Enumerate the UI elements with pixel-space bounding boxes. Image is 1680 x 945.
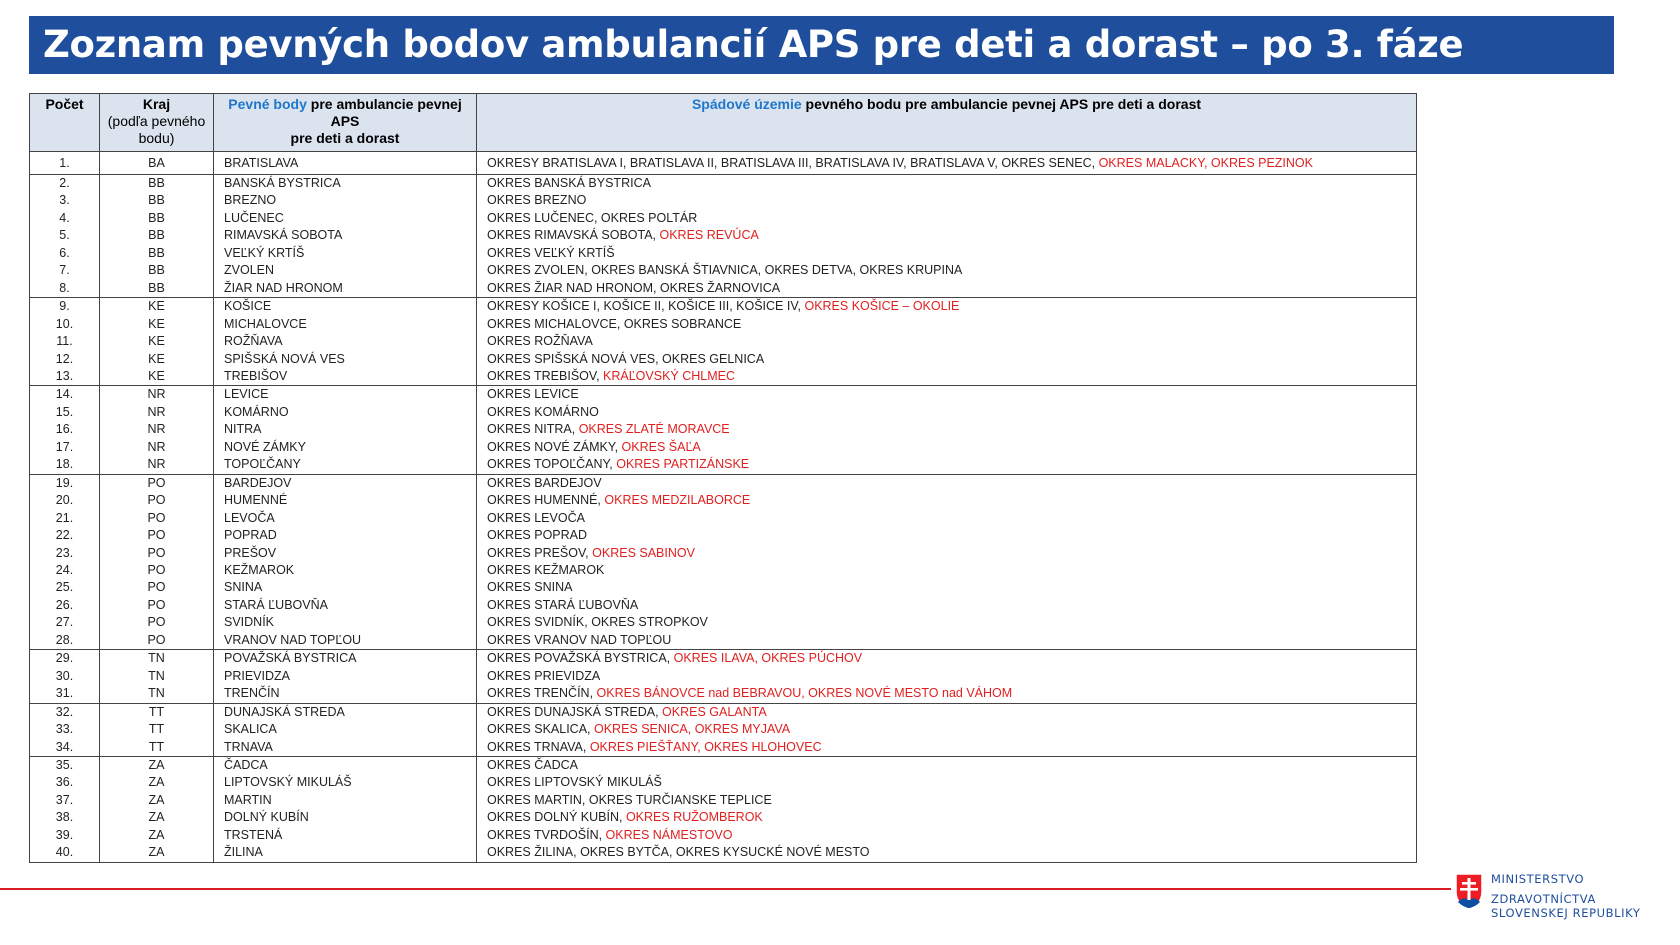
table-row (30, 227, 1417, 244)
row-kraj: KE (100, 298, 214, 316)
row-spadove-uzemie (477, 510, 1417, 527)
row-kraj: TT (100, 721, 214, 738)
row-pevny-bod: ROŽŇAVA (214, 333, 477, 350)
table-row (30, 351, 1417, 368)
row-pevny-bod: POVAŽSKÁ BYSTRICA (214, 650, 477, 668)
row-spadove-uzemie (477, 650, 1417, 668)
uzemie-segment: OKRESY BRATISLAVA I, BRATISLAVA II, BRATISLAVA III, BRATISLAVA IV, BRATISLAVA V, OKRES SENEC, (487, 156, 1099, 170)
table-row (30, 439, 1417, 456)
uzemie-added-segment: KRÁĽOVSKÝ CHLMEC (603, 368, 735, 383)
row-kraj: BA (100, 152, 214, 175)
uzemie-added-segment: OKRES SABINOV (592, 545, 695, 560)
uzemie-segment: OKRES BANSKÁ BYSTRICA (487, 176, 651, 190)
row-number: 35. (30, 756, 100, 774)
uzemie-segment: OKRES ZVOLEN, OKRES BANSKÁ ŠTIAVNICA, OKRES DETVA, OKRES KRUPINA (487, 263, 963, 278)
row-pevny-bod: LEVOČA (214, 510, 477, 527)
ministry-name (1491, 872, 1641, 920)
uzemie-segment: OKRES VEĽKÝ KRTÍŠ (487, 245, 615, 260)
row-kraj: TT (100, 739, 214, 757)
uzemie-added-segment: OKRES REVÚCA (659, 228, 759, 243)
row-pevny-bod: KOŠICE (214, 298, 477, 316)
row-kraj: PO (100, 527, 214, 544)
row-pevny-bod: POPRAD (214, 527, 477, 544)
table-row (30, 739, 1417, 757)
row-number: 9. (30, 298, 100, 316)
uzemie-segment: OKRES KEŽMAROK (487, 562, 605, 577)
row-spadove-uzemie (477, 192, 1417, 209)
uzemie-added-segment: OKRES MALACKY, OKRES PEZINOK (1098, 156, 1313, 170)
row-spadove-uzemie (477, 316, 1417, 333)
uzemie-segment: OKRES TVRDOŠÍN, (487, 827, 606, 842)
row-pevny-bod: ČADCA (214, 756, 477, 774)
uzemie-segment: OKRES KOMÁRNO (487, 404, 599, 419)
row-pevny-bod: MICHALOVCE (214, 316, 477, 333)
row-number: 38. (30, 809, 100, 826)
table-row (30, 756, 1417, 774)
row-spadove-uzemie (477, 492, 1417, 509)
row-kraj: NR (100, 386, 214, 404)
table-row (30, 721, 1417, 738)
row-spadove-uzemie (477, 245, 1417, 262)
row-kraj: BB (100, 175, 214, 193)
row-number: 1. (30, 152, 100, 175)
uzemie-segment: OKRES NOVÉ ZÁMKY, (487, 439, 622, 454)
row-number: 19. (30, 474, 100, 492)
row-spadove-uzemie (477, 792, 1417, 809)
row-pevny-bod: KOMÁRNO (214, 404, 477, 421)
uzemie-segment: OKRES TOPOĽČANY, (487, 457, 617, 472)
ministry-line-3: SLOVENSKEJ REPUBLIKY (1491, 906, 1641, 920)
row-spadove-uzemie (477, 545, 1417, 562)
row-kraj: ZA (100, 792, 214, 809)
uzemie-segment: OKRES VRANOV NAD TOPĽOU (487, 632, 672, 647)
table-row (30, 192, 1417, 209)
row-spadove-uzemie (477, 597, 1417, 614)
row-kraj: NR (100, 404, 214, 421)
row-spadove-uzemie (477, 152, 1417, 175)
row-spadove-uzemie (477, 774, 1417, 791)
row-spadove-uzemie (477, 210, 1417, 227)
row-pevny-bod: SVIDNÍK (214, 614, 477, 631)
header-kraj-label: Kraj (142, 96, 171, 112)
header-kraj (100, 94, 214, 152)
row-number: 29. (30, 650, 100, 668)
table-row (30, 809, 1417, 826)
uzemie-segment: OKRES HUMENNÉ, (487, 493, 605, 508)
row-pevny-bod: LEVICE (214, 386, 477, 404)
table-row (30, 210, 1417, 227)
uzemie-added-segment: OKRES NÁMESTOVO (605, 827, 733, 842)
row-pevny-bod: LUČENEC (214, 210, 477, 227)
uzemie-segment: OKRES NITRA, (487, 422, 579, 437)
row-number: 39. (30, 827, 100, 844)
row-spadove-uzemie (477, 421, 1417, 438)
table-row (30, 792, 1417, 809)
uzemie-added-segment: OKRES MEDZILABORCE (604, 493, 751, 508)
row-kraj: PO (100, 632, 214, 650)
header-pocet: Počet (30, 94, 100, 152)
row-spadove-uzemie (477, 298, 1417, 316)
uzemie-segment: OKRES TREBIŠOV, (487, 368, 604, 383)
row-spadove-uzemie (477, 527, 1417, 544)
row-spadove-uzemie (477, 333, 1417, 350)
row-kraj: BB (100, 192, 214, 209)
uzemie-segment: OKRES ŽIAR NAD HRONOM, OKRES ŽARNOVICA (487, 280, 781, 295)
table-row (30, 774, 1417, 791)
row-kraj: KE (100, 316, 214, 333)
uzemie-segment: OKRES POPRAD (487, 528, 588, 543)
row-number: 28. (30, 632, 100, 650)
row-kraj: KE (100, 351, 214, 368)
row-pevny-bod: SKALICA (214, 721, 477, 738)
row-number: 4. (30, 210, 100, 227)
uzemie-segment: OKRES SNINA (487, 580, 573, 595)
row-pevny-bod: DUNAJSKÁ STREDA (214, 703, 477, 721)
row-kraj: PO (100, 545, 214, 562)
row-pevny-bod: SPIŠSKÁ NOVÁ VES (214, 351, 477, 368)
row-pevny-bod: TRNAVA (214, 739, 477, 757)
row-pevny-bod: DOLNÝ KUBÍN (214, 809, 477, 826)
row-number: 12. (30, 351, 100, 368)
row-kraj: PO (100, 579, 214, 596)
header-pevne-body-rest: pre ambulancie pevnej APS (306, 96, 462, 129)
header-kraj-sub: (podľa pevného bodu) (107, 113, 206, 146)
uzemie-added-segment: OKRES PIEŠŤANY, OKRES HLOHOVEC (589, 739, 822, 754)
uzemie-segment: OKRESY KOŠICE I, KOŠICE II, KOŠICE III, KOŠICE IV, (487, 299, 805, 314)
uzemie-segment: OKRES RIMAVSKÁ SOBOTA, (487, 228, 660, 243)
row-number: 10. (30, 316, 100, 333)
table-row (30, 510, 1417, 527)
row-spadove-uzemie (477, 844, 1417, 862)
row-number: 37. (30, 792, 100, 809)
table-row (30, 175, 1417, 193)
row-pevny-bod: KEŽMAROK (214, 562, 477, 579)
table-row (30, 703, 1417, 721)
header-pevne-body-line2: pre deti a dorast (290, 130, 400, 146)
row-pevny-bod: TRSTENÁ (214, 827, 477, 844)
uzemie-segment: OKRES TRNAVA, (487, 739, 590, 754)
table-row (30, 245, 1417, 262)
row-number: 24. (30, 562, 100, 579)
row-pevny-bod: ŽIAR NAD HRONOM (214, 280, 477, 298)
row-kraj: ZA (100, 756, 214, 774)
uzemie-segment: OKRES DOLNÝ KUBÍN, (487, 810, 626, 825)
table-row (30, 404, 1417, 421)
table-body (30, 152, 1417, 863)
row-spadove-uzemie (477, 175, 1417, 193)
uzemie-segment: OKRES LEVICE (487, 387, 579, 402)
row-number: 25. (30, 579, 100, 596)
row-number: 23. (30, 545, 100, 562)
uzemie-segment: OKRES MICHALOVCE, OKRES SOBRANCE (487, 316, 742, 331)
table-row (30, 492, 1417, 509)
row-spadove-uzemie (477, 562, 1417, 579)
row-pevny-bod: TREBIŠOV (214, 368, 477, 386)
table-row (30, 545, 1417, 562)
row-pevny-bod: BRATISLAVA (214, 152, 477, 175)
row-spadove-uzemie (477, 227, 1417, 244)
row-kraj: PO (100, 597, 214, 614)
table-row (30, 152, 1417, 175)
table-row (30, 579, 1417, 596)
uzemie-segment: OKRES SKALICA, (487, 722, 594, 737)
slovak-coat-of-arms-icon (1454, 872, 1484, 910)
row-pevny-bod: BANSKÁ BYSTRICA (214, 175, 477, 193)
ministry-line-2: ZDRAVOTNÍCTVA (1491, 892, 1596, 906)
row-number: 40. (30, 844, 100, 862)
row-number: 13. (30, 368, 100, 386)
row-spadove-uzemie (477, 439, 1417, 456)
uzemie-segment: OKRES TRENČÍN, (487, 686, 597, 701)
header-spadove-uzemie (477, 94, 1417, 152)
uzemie-segment: OKRES ROŽŇAVA (487, 334, 593, 349)
row-number: 6. (30, 245, 100, 262)
row-kraj: PO (100, 474, 214, 492)
uzemie-segment: OKRES ČADCA (487, 757, 578, 772)
table-row (30, 456, 1417, 474)
row-kraj: KE (100, 368, 214, 386)
row-pevny-bod: NITRA (214, 421, 477, 438)
title-bar (29, 16, 1614, 74)
uzemie-added-segment: OKRES RUŽOMBEROK (625, 810, 763, 825)
row-spadove-uzemie (477, 262, 1417, 279)
row-number: 17. (30, 439, 100, 456)
table-row (30, 668, 1417, 685)
row-spadove-uzemie (477, 809, 1417, 826)
table-row (30, 298, 1417, 316)
row-number: 2. (30, 175, 100, 193)
row-kraj: BB (100, 227, 214, 244)
header-pevne-body-blue: Pevné body (228, 96, 307, 112)
row-spadove-uzemie (477, 739, 1417, 757)
uzemie-segment: OKRES ŽILINA, OKRES BYTČA, OKRES KYSUCKÉ NOVÉ MESTO (487, 845, 870, 860)
row-kraj: BB (100, 210, 214, 227)
row-pevny-bod: MARTIN (214, 792, 477, 809)
row-spadove-uzemie (477, 685, 1417, 703)
table-row (30, 262, 1417, 279)
row-number: 7. (30, 262, 100, 279)
row-pevny-bod: PRIEVIDZA (214, 668, 477, 685)
row-kraj: PO (100, 562, 214, 579)
row-kraj: NR (100, 456, 214, 474)
row-pevny-bod: BARDEJOV (214, 474, 477, 492)
row-number: 3. (30, 192, 100, 209)
row-number: 16. (30, 421, 100, 438)
row-kraj: ZA (100, 827, 214, 844)
row-spadove-uzemie (477, 827, 1417, 844)
ministry-logo (1451, 868, 1680, 945)
footer-red-rule (0, 888, 1680, 890)
row-kraj: NR (100, 421, 214, 438)
row-number: 32. (30, 703, 100, 721)
row-pevny-bod: BREZNO (214, 192, 477, 209)
row-kraj: BB (100, 280, 214, 298)
uzemie-added-segment: OKRES BÁNOVCE nad BEBRAVOU, OKRES NOVÉ MESTO nad VÁHOM (596, 686, 1013, 701)
row-spadove-uzemie (477, 632, 1417, 650)
table-header-row (30, 94, 1417, 152)
row-number: 20. (30, 492, 100, 509)
row-number: 15. (30, 404, 100, 421)
uzemie-segment: OKRES SVIDNÍK, OKRES STROPKOV (487, 615, 708, 630)
row-kraj: KE (100, 333, 214, 350)
row-kraj: BB (100, 262, 214, 279)
table-row (30, 614, 1417, 631)
row-kraj: TN (100, 668, 214, 685)
row-kraj: ZA (100, 774, 214, 791)
uzemie-segment: OKRES LEVOČA (487, 510, 585, 525)
uzemie-added-segment: OKRES ILAVA, OKRES PÚCHOV (673, 651, 863, 666)
uzemie-segment: OKRES MARTIN, OKRES TURČIANSKE TEPLICE (487, 792, 772, 807)
table-row (30, 844, 1417, 862)
header-spadove-uzemie-blue: Spádové územie (691, 96, 802, 112)
uzemie-segment: OKRES STARÁ ĽUBOVŇA (487, 597, 639, 612)
table-row (30, 562, 1417, 579)
uzemie-segment: OKRES PRIEVIDZA (487, 668, 601, 683)
row-number: 22. (30, 527, 100, 544)
row-spadove-uzemie (477, 368, 1417, 386)
table-row (30, 280, 1417, 298)
row-spadove-uzemie (477, 280, 1417, 298)
table-row (30, 685, 1417, 703)
uzemie-added-segment: OKRES ŠAĽA (621, 439, 701, 454)
row-pevny-bod: LIPTOVSKÝ MIKULÁŠ (214, 774, 477, 791)
row-spadove-uzemie (477, 756, 1417, 774)
row-spadove-uzemie (477, 703, 1417, 721)
row-pevny-bod: ŽILINA (214, 844, 477, 862)
row-number: 34. (30, 739, 100, 757)
table-row (30, 650, 1417, 668)
row-spadove-uzemie (477, 404, 1417, 421)
row-kraj: PO (100, 510, 214, 527)
row-spadove-uzemie (477, 351, 1417, 368)
uzemie-segment: OKRES LUČENEC, OKRES POLTÁR (487, 210, 698, 225)
row-kraj: TN (100, 685, 214, 703)
row-kraj: NR (100, 439, 214, 456)
table-row (30, 333, 1417, 350)
uzemie-segment: OKRES POVAŽSKÁ BYSTRICA, (487, 651, 674, 666)
row-spadove-uzemie (477, 474, 1417, 492)
table-row (30, 368, 1417, 386)
uzemie-added-segment: OKRES KOŠICE – OKOLIE (804, 299, 960, 314)
row-number: 31. (30, 685, 100, 703)
row-number: 14. (30, 386, 100, 404)
row-number: 21. (30, 510, 100, 527)
row-pevny-bod: ZVOLEN (214, 262, 477, 279)
table-row (30, 632, 1417, 650)
uzemie-added-segment: OKRES ZLATÉ MORAVCE (578, 422, 730, 437)
uzemie-segment: OKRES PREŠOV, (487, 545, 593, 560)
table-row (30, 827, 1417, 844)
header-spadove-uzemie-rest: pevného bodu pre ambulancie pevnej APS pre deti a dorast (801, 96, 1202, 112)
row-number: 11. (30, 333, 100, 350)
row-pevny-bod: RIMAVSKÁ SOBOTA (214, 227, 477, 244)
fixed-points-table (29, 93, 1417, 863)
row-pevny-bod: VEĽKÝ KRTÍŠ (214, 245, 477, 262)
table-row (30, 386, 1417, 404)
row-number: 8. (30, 280, 100, 298)
row-kraj: TT (100, 703, 214, 721)
row-number: 27. (30, 614, 100, 631)
row-kraj: ZA (100, 844, 214, 862)
table-row (30, 527, 1417, 544)
row-spadove-uzemie (477, 386, 1417, 404)
header-pevne-body (214, 94, 477, 152)
page-title: Zoznam pevných bodov ambulancií APS pre deti a dorast – po 3. fáze (43, 23, 1464, 66)
uzemie-segment: OKRES BREZNO (487, 193, 587, 208)
table-row (30, 421, 1417, 438)
row-spadove-uzemie (477, 614, 1417, 631)
row-pevny-bod: SNINA (214, 579, 477, 596)
uzemie-segment: OKRES BARDEJOV (487, 475, 602, 490)
table-row (30, 316, 1417, 333)
row-number: 33. (30, 721, 100, 738)
uzemie-segment: OKRES LIPTOVSKÝ MIKULÁŠ (487, 775, 662, 790)
row-pevny-bod: TOPOĽČANY (214, 456, 477, 474)
row-pevny-bod: STARÁ ĽUBOVŇA (214, 597, 477, 614)
row-pevny-bod: PREŠOV (214, 545, 477, 562)
row-spadove-uzemie (477, 456, 1417, 474)
row-kraj: PO (100, 492, 214, 509)
uzemie-added-segment: OKRES PARTIZÁNSKE (616, 457, 750, 472)
table-row (30, 474, 1417, 492)
row-number: 26. (30, 597, 100, 614)
row-kraj: ZA (100, 809, 214, 826)
row-pevny-bod: NOVÉ ZÁMKY (214, 439, 477, 456)
uzemie-segment: OKRES SPIŠSKÁ NOVÁ VES, OKRES GELNICA (487, 351, 765, 366)
row-kraj: BB (100, 245, 214, 262)
row-number: 5. (30, 227, 100, 244)
uzemie-added-segment: OKRES GALANTA (662, 704, 767, 719)
row-kraj: TN (100, 650, 214, 668)
row-number: 36. (30, 774, 100, 791)
row-kraj: PO (100, 614, 214, 631)
row-pevny-bod: VRANOV NAD TOPĽOU (214, 632, 477, 650)
row-spadove-uzemie (477, 721, 1417, 738)
row-number: 18. (30, 456, 100, 474)
row-pevny-bod: HUMENNÉ (214, 492, 477, 509)
uzemie-segment: OKRES DUNAJSKÁ STREDA, (487, 704, 663, 719)
row-spadove-uzemie (477, 579, 1417, 596)
row-pevny-bod: TRENČÍN (214, 685, 477, 703)
row-number: 30. (30, 668, 100, 685)
ministry-line-1: MINISTERSTVO (1491, 872, 1585, 886)
table-row (30, 597, 1417, 614)
uzemie-added-segment: OKRES SENICA, OKRES MYJAVA (593, 722, 791, 737)
row-spadove-uzemie (477, 668, 1417, 685)
